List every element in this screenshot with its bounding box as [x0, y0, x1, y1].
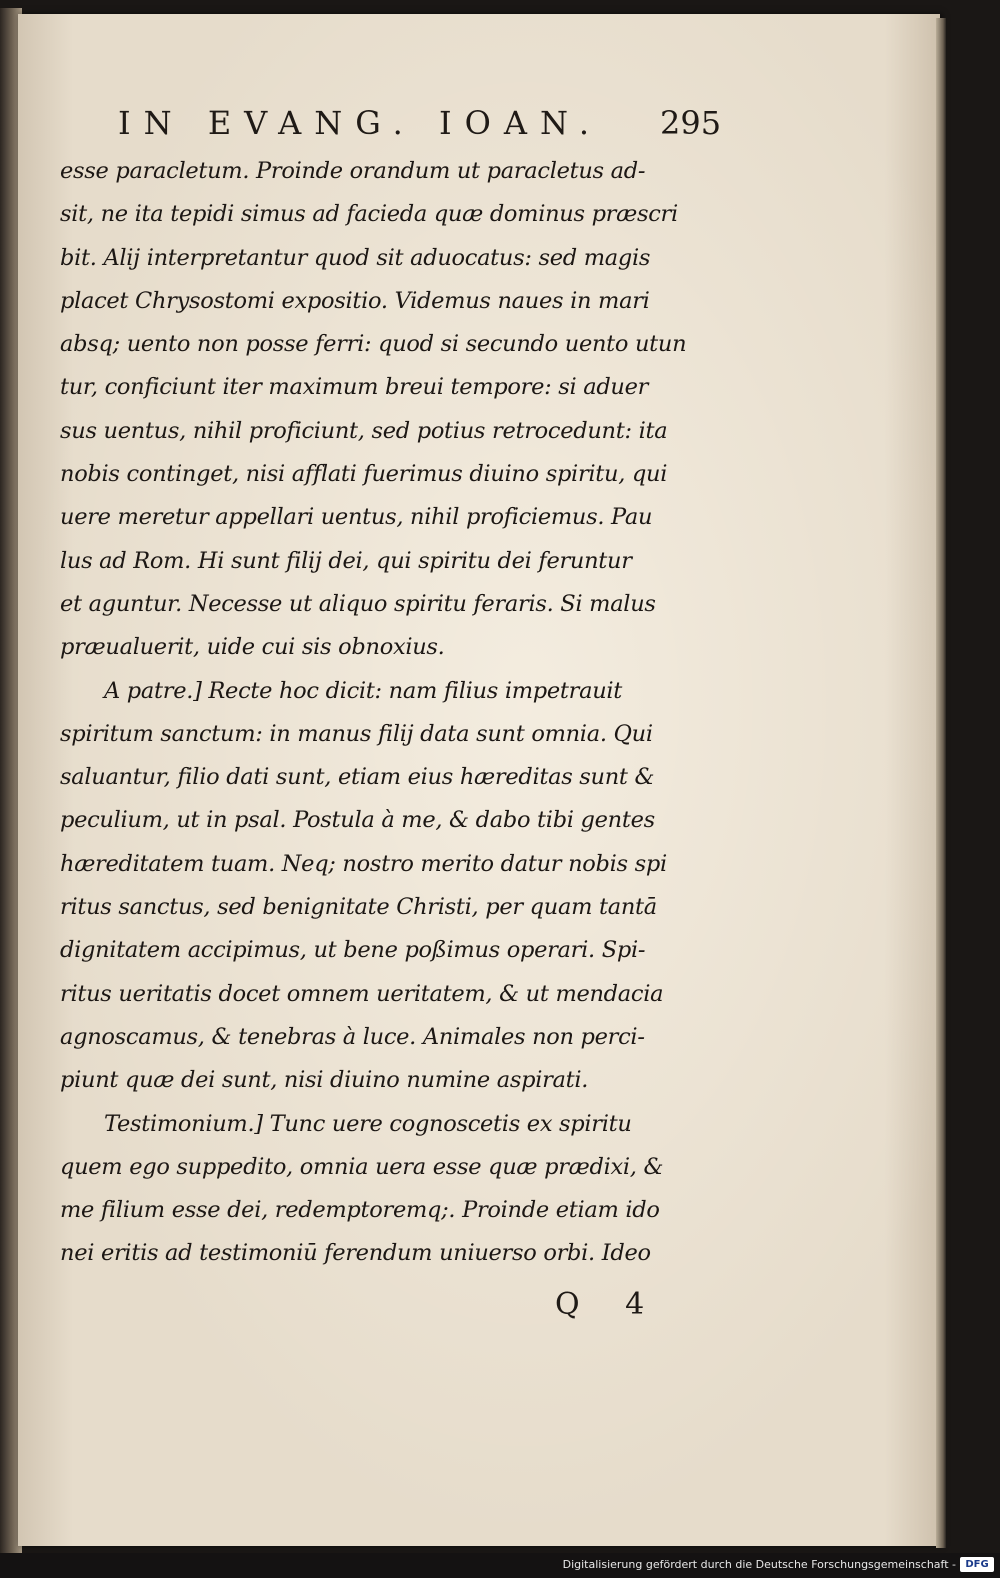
- page-number: 295: [660, 104, 722, 142]
- text-line: agnoscamus, & tenebras à luce. Animales non perci-: [60, 1023, 645, 1050]
- text-line: absq; uento non posse ferri: quod si secundo uento utun: [60, 331, 687, 358]
- text-line: sit, ne ita tepidi simus ad facieda quæ dominus præscri: [60, 201, 678, 228]
- text-line: Testimonium.] Tunc uere cognoscetis ex spiritu: [104, 1110, 632, 1137]
- digitization-credit: Digitalisierung gefördert durch die Deutsche Forschungsgemeinschaft -: [562, 1558, 956, 1571]
- text-line: peculium, ut in psal. Postula à me, & dabo tibi gentes: [60, 807, 655, 834]
- text-line: sus uentus, nihil proficiunt, sed potius retrocedunt: ita: [60, 417, 668, 444]
- text-line: me filium esse dei, redemptoremq;. Proinde etiam ido: [60, 1197, 660, 1224]
- text-line: lus ad Rom. Hi sunt filij dei, qui spiritu dei feruntur: [60, 547, 632, 574]
- text-line: dignitatem accipimus, ut bene poßimus operari. Spi-: [60, 937, 646, 964]
- text-line: A patre.] Recte hoc dicit: nam filius impetrauit: [104, 677, 623, 704]
- text-line: ritus ueritatis docet omnem ueritatem, & ut mendacia: [60, 980, 664, 1007]
- text-line: bit. Alij interpretantur quod sit aduocatus: sed magis: [60, 244, 651, 271]
- running-head: IN EVANG. IOAN.: [118, 104, 603, 142]
- text-line: nobis continget, nisi afflati fuerimus diuino spiritu, qui: [60, 461, 668, 488]
- text-line: ritus sanctus, sed benignitate Christi, per quam tantā: [60, 894, 657, 921]
- book-right-edge: [936, 18, 946, 1548]
- body-text: [60, 150, 730, 1276]
- text-line: spiritum sanctum: in manus filij data sunt omnia. Qui: [60, 720, 653, 747]
- text-line: uere meretur appellari uentus, nihil proficiemus. Pau: [60, 504, 653, 531]
- text-line: nei eritis ad testimoniū ferendum uniuerso orbi. Ideo: [60, 1240, 651, 1267]
- text-line: præualuerit, uide cui sis obnoxius.: [60, 634, 445, 661]
- signature-mark: Q 4: [555, 1287, 663, 1322]
- text-line: piunt quæ dei sunt, nisi diuino numine aspirati.: [60, 1067, 589, 1094]
- text-line: esse paracletum. Proinde orandum ut paracletus ad-: [60, 158, 646, 184]
- text-line: quem ego suppedito, omnia uera esse quæ prædixi, &: [60, 1153, 664, 1180]
- text-line: saluantur, filio dati sunt, etiam eius hæreditas sunt &: [60, 764, 655, 791]
- text-line: tur, conficiunt iter maximum breui tempore: si aduer: [60, 374, 649, 401]
- dfg-logo: DFG: [960, 1557, 994, 1572]
- text-line: et aguntur. Necesse ut aliquo spiritu feraris. Si malus: [60, 590, 656, 617]
- text-line: hæreditatem tuam. Neq; nostro merito datur nobis spi: [60, 850, 667, 877]
- text-line: placet Chrysostomi expositio. Videmus naues in mari: [60, 287, 650, 314]
